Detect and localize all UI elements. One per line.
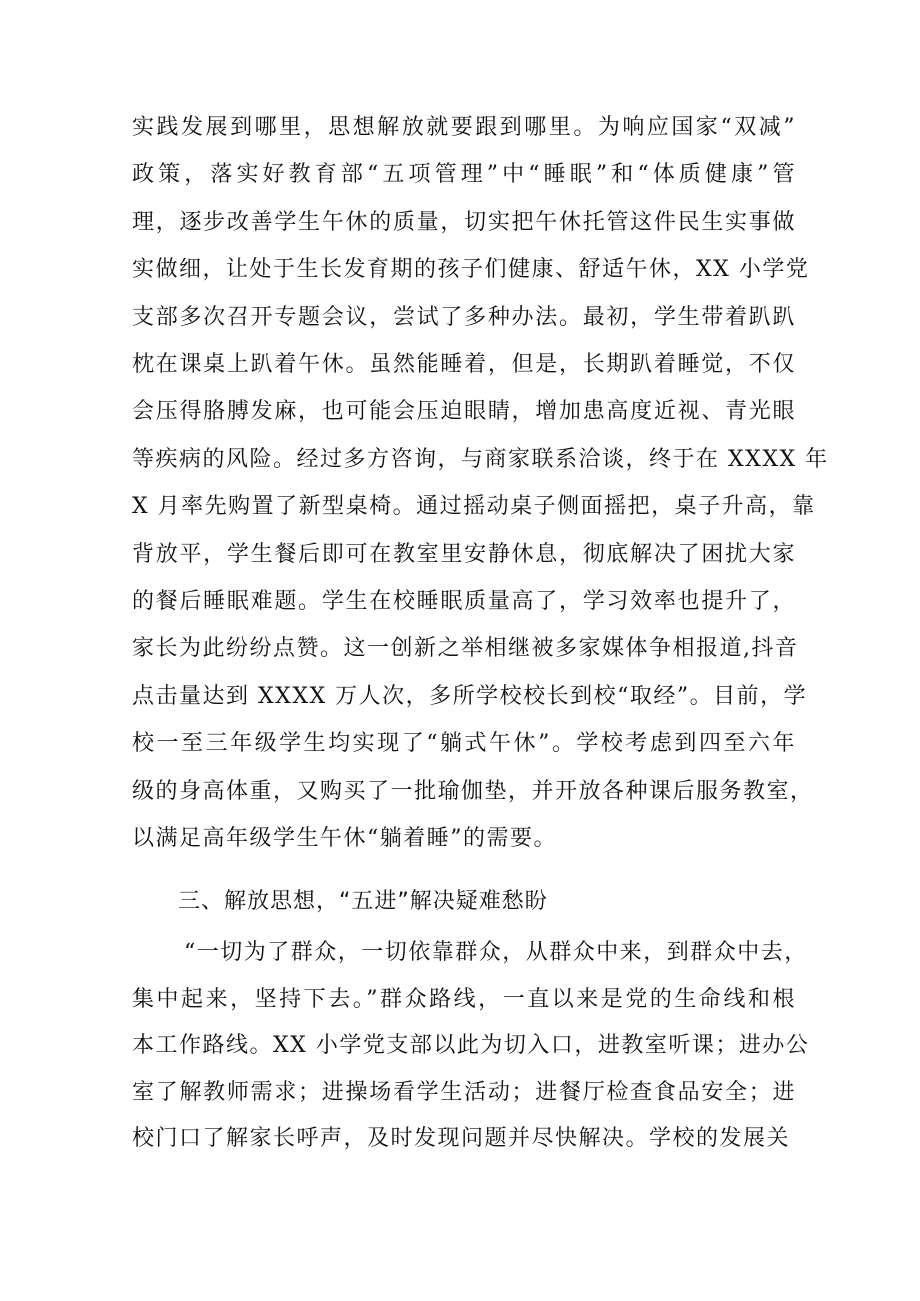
text-line: 背放平，学生餐后即可在教室里安静休息，彻底解决了困扰大家 (132, 541, 796, 567)
text-line: 实践发展到哪里，思想解放就要跟到哪里。为响应国家“双减” (132, 115, 796, 140)
text-line: 级的身高体重，又购买了一批瑜伽垫，并开放各种课后服务教室， (132, 778, 814, 804)
text-line: 校门口了解家长呼声，及时发现问题并尽快解决。学校的发展关 (132, 1126, 791, 1151)
text-line: 室了解教师需求；进操场看学生活动；进餐厅检查食品安全；进 (132, 1079, 796, 1105)
text-line: 枕在课桌上趴着午休。虽然能睡着，但是，长期趴着睡觉，不仅 (132, 352, 796, 377)
section-heading: 三、解放思想，“五进”解决疑难愁盼 (178, 889, 548, 914)
text-line: 家长为此纷纷点赞。这一创新之举相继被多家媒体争相报道,抖音 (132, 636, 799, 662)
text-line: 点击量达到 XXXX 万人次，多所学校校长到校“取经”。目前，学 (132, 683, 808, 709)
text-line: 集中起来，坚持下去。”群众路线，一直以来是党的生命线和根 (132, 986, 796, 1012)
text-line: 政策，落实好教育部“五项管理”中“睡眠”和“体质健康”管 (132, 162, 796, 188)
text-line: 理，逐步改善学生午休的质量，切实把午休托管这件民生实事做 (132, 209, 796, 235)
text-line: 本工作路线。XX 小学党支部以此为切入口，进教室听课；进办公 (132, 1033, 810, 1058)
text-line: “一切为了群众，一切依靠群众，从群众中来，到群众中去， (184, 940, 808, 965)
text-line: 的餐后睡眠难题。学生在校睡眠质量高了，学习效率也提升了， (132, 589, 796, 614)
text-line: 以满足高年级学生午休“躺着睡”的需要。 (132, 826, 557, 851)
text-line: 校一至三年级学生均实现了“躺式午休”。学校考虑到四至六年 (132, 731, 796, 757)
text-line: 支部多次召开专题会议，尝试了多种办法。最初，学生带着趴趴 (132, 304, 796, 330)
text-line: 等疾病的风险。经过多方咨询，与商家联系洽谈，终于在 XXXX 年 (132, 446, 829, 472)
text-line: 实做细，让处于生长发育期的孩子们健康、舒适午休，XX 小学党 (132, 257, 810, 283)
text-line: X 月率先购置了新型桌椅。通过摇动桌子侧面摇把，桌子升高，靠 (132, 494, 816, 520)
text-line: 会压得胳膊发麻，也可能会压迫眼睛，增加患高度近视、青光眼 (132, 399, 796, 425)
